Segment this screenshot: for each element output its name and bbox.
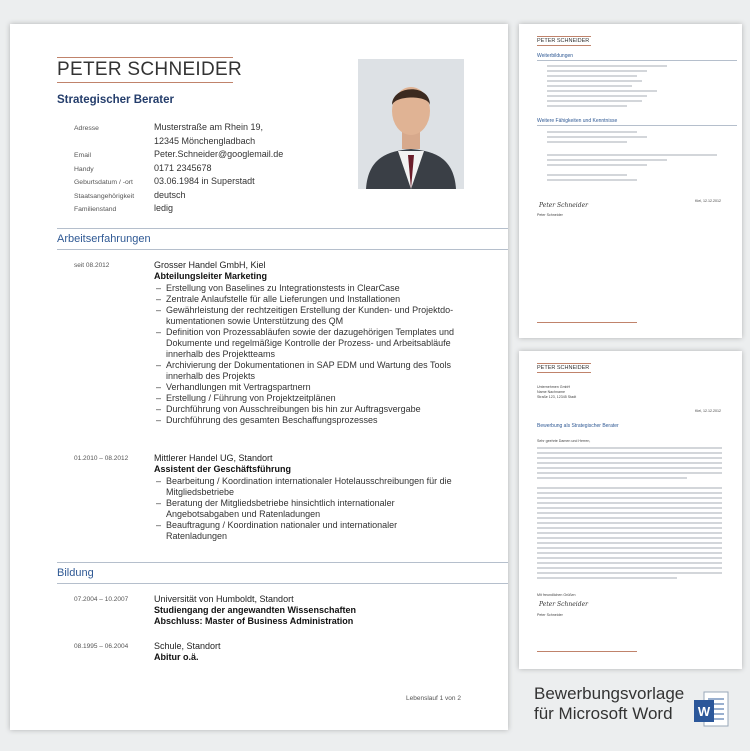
section-divider — [57, 228, 508, 229]
cv-role: Strategischer Berater — [57, 94, 174, 106]
thumb-section: Weiterbildungen — [537, 53, 574, 59]
signature-name: Peter Schneider — [537, 613, 563, 617]
name-rule-bottom — [57, 82, 233, 83]
personal-row: Adresse Musterstraße am Rhein 19, — [74, 122, 264, 132]
place-date: Kiel, 12.12.2012 — [695, 409, 721, 413]
recipient-line: Straße 123, 12345 Stadt — [537, 395, 577, 399]
thumb-footer — [537, 322, 637, 328]
place-date: Kiel, 12.12.2012 — [695, 199, 721, 203]
personal-row: 12345 Mönchengladbach — [154, 135, 256, 146]
education-entry: 07.2004 – 10.2007 Universität von Humboldt, Standort Studiengang der angewandten Wissenschaften Abschluss: Master of Business Administration — [74, 594, 356, 626]
letter-greeting: Sehr geehrte Damen und Herren, — [537, 439, 591, 443]
cv-page-1 — [10, 24, 508, 730]
experience-entry: seit 08.2012 Grosser Handel GmbH, Kiel Abteilungsleiter Marketing – Erstellung von Baselines zu Integrationstests in ClearCase – Zentrale Anlaufstelle für alle Lieferungen und Installationen – Gewährleistung der rechtzeitigen Erstellung der Kunden- und Projektdo- kumentationen sowie Unterstützung des QM – Definition von Prozessabläufen sowie der dazugehörigen Templates und Dokumente und regelmäßige Kontrolle der Prozess- und Arbeitsabläufe innerhalb des Projektteams – Archivierung der Dokumentationen in SAP EDM und Wartung des Tools innerhalb des Projekts – Verhandlungen mit Vertragspartnern – Erstellung / Führung von Projektzeitplänen – Durchführung von Ausschreibungen bis hin zur Auftragsvergabe – Durchführung des gesamten Beschaffungsprozesses — [74, 260, 474, 426]
recipient-line: Unternehmen GmbH — [537, 385, 571, 389]
experience-items: – Bearbeitung / Koordination internationaler Hotelausschreibungen für die Mitgliedsbetriebe – Beratung der Mitgliedsbetriebe hinsichtlich internationaler Angebotsabgaben und Ratenladungen – Beauftragung / Koordination nationaler und internationaler Ratenladungen — [154, 476, 474, 542]
word-icon — [694, 690, 730, 730]
personal-data — [74, 122, 394, 217]
section-divider — [57, 249, 508, 250]
thumb-divider — [537, 60, 737, 61]
experience-items: – Erstellung von Baselines zu Integrationstests in ClearCase – Zentrale Anlaufstelle für alle Lieferungen und Installationen – Gewährleistung der rechtzeitigen Erstellung der Kunden- und Projektdo- kumentationen sowie Unterstützung des QM – Definition von Prozessabläufen sowie der dazugehörigen Templates und Dokumente und regelmäßige Kontrolle der Prozess- und Arbeitsabläufe innerhalb des Projektteams – Archivierung der Dokumentationen in SAP EDM und Wartung des Tools innerhalb des Projekts – Verhandlungen mit Vertragspartnern – Erstellung / Führung von Projektzeitplänen – Durchführung von Ausschreibungen bis hin zur Auftragsvergabe – Durchführung des gesamten Beschaffungsprozesses — [154, 283, 474, 426]
thumb-divider — [537, 125, 737, 126]
personal-row: Familienstand ledig — [74, 203, 174, 213]
section-experience: Arbeitserfahrungen — [57, 233, 151, 245]
recipient-line: Name Nachname — [537, 390, 565, 394]
personal-row: Geburtsdatum / -ort 03.06.1984 in Superstadt — [74, 176, 255, 186]
letter-closing: Mit freundlichen Grüßen — [537, 593, 576, 597]
caption — [534, 684, 684, 724]
signature-name: Peter Schneider — [537, 213, 563, 217]
signature: Peter Schneider — [539, 202, 588, 209]
cover-letter-thumbnail — [519, 351, 742, 669]
thumb-footer — [537, 651, 637, 657]
section-divider — [57, 583, 508, 584]
signature: Peter Schneider — [539, 601, 588, 608]
caption-line-2: für Microsoft Word — [534, 704, 673, 723]
thumb-name: PETER SCHNEIDER — [537, 365, 590, 371]
letter-subject: Bewerbung als Strategischer Berater — [537, 423, 619, 429]
section-divider — [57, 562, 508, 563]
thumb-name: PETER SCHNEIDER — [537, 38, 590, 44]
thumb-section: Weitere Fähigkeiten und Kenntnisse — [537, 118, 618, 124]
education-entry: 08.1995 – 06.2004 Schule, Standort Abitur o.ä. — [74, 641, 221, 662]
cv-page-2-thumbnail — [519, 24, 742, 338]
experience-entry: 01.2010 – 08.2012 Mittlerer Handel UG, Standort Assistent der Geschäftsführung – Bearbeitung / Koordination internationaler Hotelausschreibungen für die Mitgliedsbetriebe – Beratung der Mitgliedsbetriebe hinsichtlich internationaler Angebotsabgaben und Ratenladungen – Beauftragung / Koordination nationaler und internationaler Ratenladungen — [74, 453, 474, 542]
svg-text:W: W — [697, 704, 711, 719]
personal-row: Email Peter.Schneider@googlemail.de — [74, 149, 284, 159]
caption-line-1: Bewerbungsvorlage — [534, 684, 685, 703]
cv-name: PETER SCHNEIDER — [57, 59, 243, 80]
name-rule-top — [57, 57, 233, 58]
page-footer: Lebenslauf 1 von 2 — [406, 695, 461, 702]
personal-row: Handy 0171 2345678 — [74, 162, 212, 173]
section-education: Bildung — [57, 567, 94, 579]
personal-row: Staatsangehörigkeit deutsch — [74, 189, 186, 200]
